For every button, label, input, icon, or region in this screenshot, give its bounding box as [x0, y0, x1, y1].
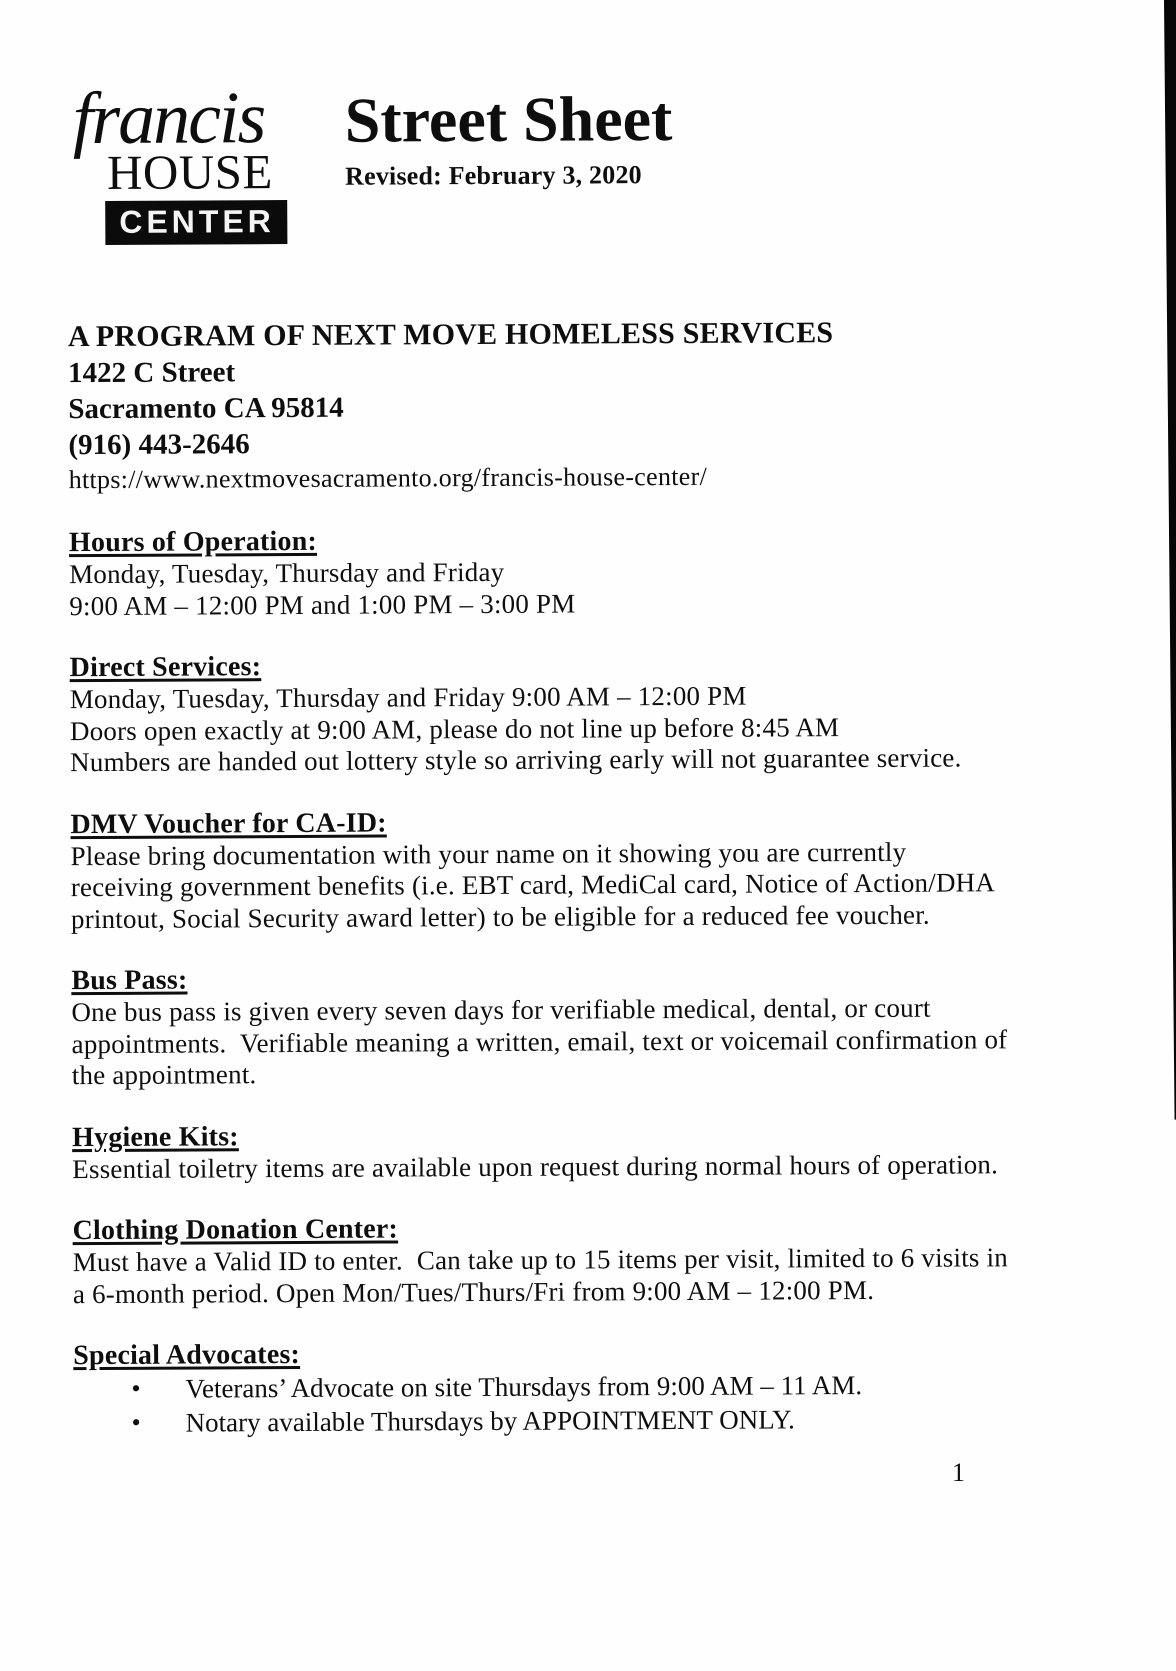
- section-dmv-voucher: [70, 803, 1109, 935]
- section-heading: Hours of Operation:: [68, 525, 318, 559]
- section-text-line: 9:00 AM – 12:00 PM and 1:00 PM – 3:00 PM: [69, 588, 576, 621]
- section-direct-services: [70, 647, 1109, 779]
- section-text-line: Please bring documentation with your name on it showing you are currently: [70, 836, 907, 871]
- logo-center-badge: CENTER: [105, 200, 287, 245]
- section-heading: Direct Services:: [69, 651, 262, 684]
- section-heading: Special Advocates:: [73, 1338, 301, 1372]
- street-address: 1422 C Street: [68, 356, 236, 390]
- document-header: [67, 77, 1106, 282]
- city-state-zip: Sacramento CA 95814: [68, 391, 344, 426]
- logo-francis-text: francis: [72, 77, 265, 161]
- sections-container: [69, 522, 1112, 1440]
- francis-house-center-logo: [67, 77, 318, 245]
- section-heading: Bus Pass:: [71, 964, 188, 997]
- section-text-line: receiving government benefits (i.e. EBT card, MediCal card, Notice of Action/DHA: [70, 867, 996, 903]
- section-text-line: Must have a Valid ID to enter. Can take up to 15 items per visit, limited to 6 visits in: [72, 1242, 1009, 1278]
- section-text-line: printout, Social Security award letter) to be eligible for a reduced fee voucher.: [70, 899, 930, 934]
- section-heading: Clothing Donation Center:: [72, 1213, 399, 1247]
- organization-block: [68, 313, 1107, 497]
- phone-number: (916) 443-2646: [68, 428, 250, 462]
- section-hygiene-kits: [72, 1116, 1110, 1185]
- program-name: A PROGRAM OF NEXT MOVE HOMELESS SERVICES: [67, 316, 834, 354]
- section-text-line: Numbers are handed out lottery style so arriving early will not guarantee service.: [70, 742, 962, 778]
- section-heading: DMV Voucher for CA-ID:: [70, 807, 387, 840]
- page-number: 1: [952, 1458, 965, 1487]
- section-text-line: the appointment.: [71, 1059, 257, 1091]
- section-text-line: Essential toiletry items are available upon request during normal hours of operation.: [72, 1148, 999, 1184]
- bullet-item-veterans-advocate: • Veterans’ Advocate on site Thursdays from 9:00 AM – 11 AM.: [73, 1367, 1111, 1406]
- website-url: https://www.nextmovesacramento.org/francis-house-center/: [68, 461, 708, 495]
- section-text-line: a 6-month period. Open Mon/Tues/Thurs/Fri from 9:00 AM – 12:00 PM.: [72, 1274, 875, 1309]
- document-title: Street Sheet: [344, 83, 673, 156]
- section-text-line: Monday, Tuesday, Thursday and Friday 9:00 AM – 12:00 PM: [69, 680, 747, 715]
- logo-house-text: HOUSE: [106, 144, 274, 200]
- section-heading: Hygiene Kits:: [72, 1120, 239, 1153]
- section-text-line: Doors open exactly at 9:00 AM, please do not line up before 8:45 AM: [69, 711, 840, 746]
- section-special-advocates: [73, 1335, 1112, 1440]
- section-text-line: Monday, Tuesday, Thursday and Friday: [69, 556, 505, 590]
- section-clothing-donation-center: [72, 1210, 1110, 1310]
- section-bus-pass: [71, 960, 1110, 1092]
- title-block: [345, 83, 673, 192]
- section-text-line: One bus pass is given every seven days for verifiable medical, dental, or court: [71, 992, 931, 1028]
- scan-edge-artifact: [1164, 0, 1176, 1671]
- bullet-item-notary: • Notary available Thursdays by APPOINTMENT ONLY.: [73, 1401, 1111, 1440]
- section-hours-of-operation: [69, 522, 1107, 622]
- revised-date: Revised: February 3, 2020: [344, 160, 642, 191]
- section-text-line: appointments. Verifiable meaning a written, email, text or voicemail confirmation of: [71, 1023, 1008, 1059]
